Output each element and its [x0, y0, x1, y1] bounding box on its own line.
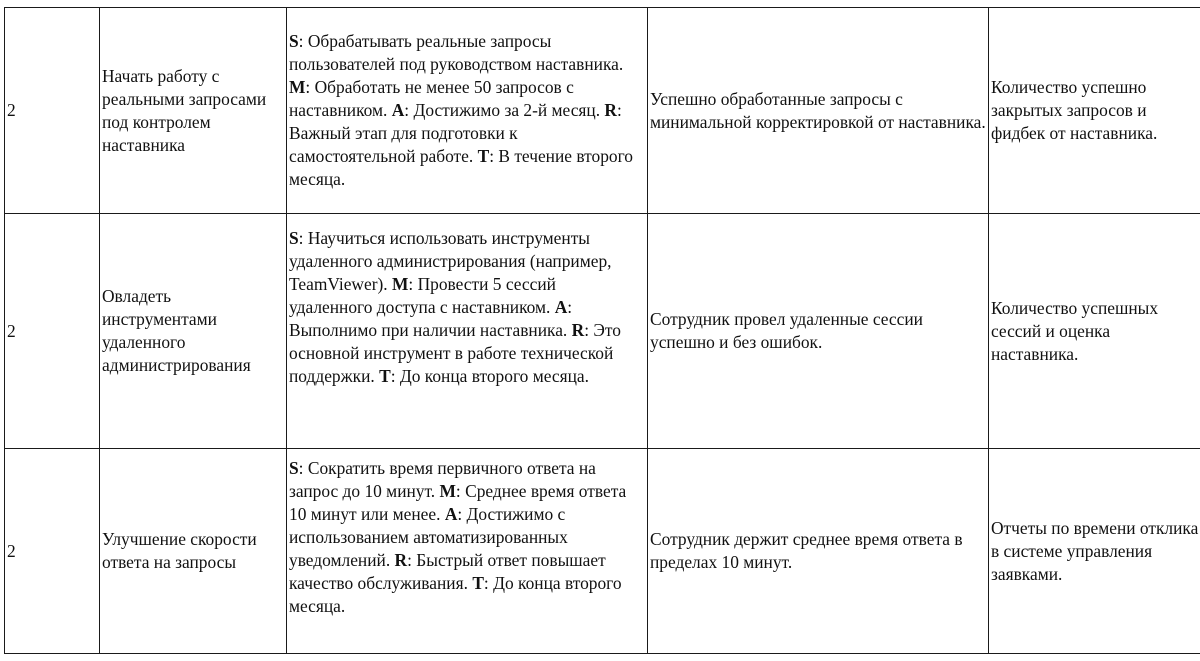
result-cell: Сотрудник провел удаленные сессии успешно и без ошибок. [648, 214, 989, 449]
result-cell: Успешно обработанные запросы с минимальной корректировкой от наставника. [648, 8, 989, 214]
smart-cell [287, 214, 648, 449]
smart-r-key: R [571, 320, 585, 340]
goals-table [4, 7, 1200, 654]
smart-a-key: A [391, 100, 405, 120]
smart-t-text: : До конца второго месяца. [289, 573, 622, 616]
smart-s-text: : Обрабатывать реальные запросы пользователей под руководством наставника. [289, 31, 624, 74]
smart-m-key: M [439, 481, 456, 501]
smart-s-key: S [289, 31, 299, 51]
metric-cell: Количество успешных сессий и оценка наставника. [989, 214, 1200, 449]
smart-s-text: : Сократить время первичного ответа на запрос до 10 минут. [289, 458, 596, 501]
smart-t-key: T [477, 146, 490, 166]
smart-m-key: M [392, 274, 409, 294]
smart-m-key: M [289, 77, 306, 97]
smart-a-key: A [554, 297, 568, 317]
smart-t-text: : До конца второго месяца. [390, 366, 589, 386]
table-row [5, 8, 1200, 214]
smart-r-text: : Быстрый ответ повышает качество обслуживания. [289, 550, 606, 593]
table-row [5, 214, 1200, 449]
smart-s-key: S [289, 458, 299, 478]
metric-cell: Отчеты по времени отклика в системе управления заявками. [989, 449, 1200, 654]
task-cell: Улучшение скорости ответа на запросы [100, 449, 287, 654]
smart-t-key: T [472, 573, 484, 593]
metric-cell: Количество успешно закрытых запросов и фидбек от наставника. [989, 8, 1200, 214]
task-cell: Начать работу с реальными запросами под контролем наставника [100, 8, 287, 214]
smart-t-key: T [379, 366, 391, 386]
task-cell: Овладеть инструментами удаленного администрирования [100, 214, 287, 449]
table-row [5, 449, 1200, 654]
smart-m-text: : Провести 5 сессий удаленного доступа с наставником. [289, 274, 556, 317]
month-cell: 2 [5, 214, 100, 449]
smart-m-text: : Среднее время ответа 10 минут или менее. [289, 481, 627, 524]
result-cell: Сотрудник держит среднее время ответа в пределах 10 минут. [648, 449, 989, 654]
smart-s-text: : Научиться использовать инструменты удаленного администрирования (например, TeamViewer). [289, 228, 612, 294]
smart-s-key: S [289, 228, 299, 248]
smart-r-text: : Это основной инструмент в работе технической поддержки. [289, 320, 621, 386]
smart-a-text: : Выполнимо при наличии наставника. [289, 297, 573, 340]
month-cell: 2 [5, 8, 100, 214]
smart-r-text: : Важный этап для подготовки к самостоятельной работе. [289, 100, 622, 166]
smart-a-text: : Достижимо за 2-й месяц. [404, 100, 605, 120]
smart-t-text: : В течение второго месяца. [289, 146, 633, 189]
smart-cell [287, 449, 648, 654]
smart-a-text: : Достижимо с использованием автоматизированных уведомлений. [289, 504, 568, 570]
smart-a-key: A [444, 504, 458, 524]
smart-cell [287, 8, 648, 214]
smart-m-text: : Обработать не менее 50 запросов с наставником. [289, 77, 574, 120]
smart-r-key: R [394, 550, 408, 570]
smart-r-key: R [604, 100, 617, 120]
month-cell: 2 [5, 449, 100, 654]
